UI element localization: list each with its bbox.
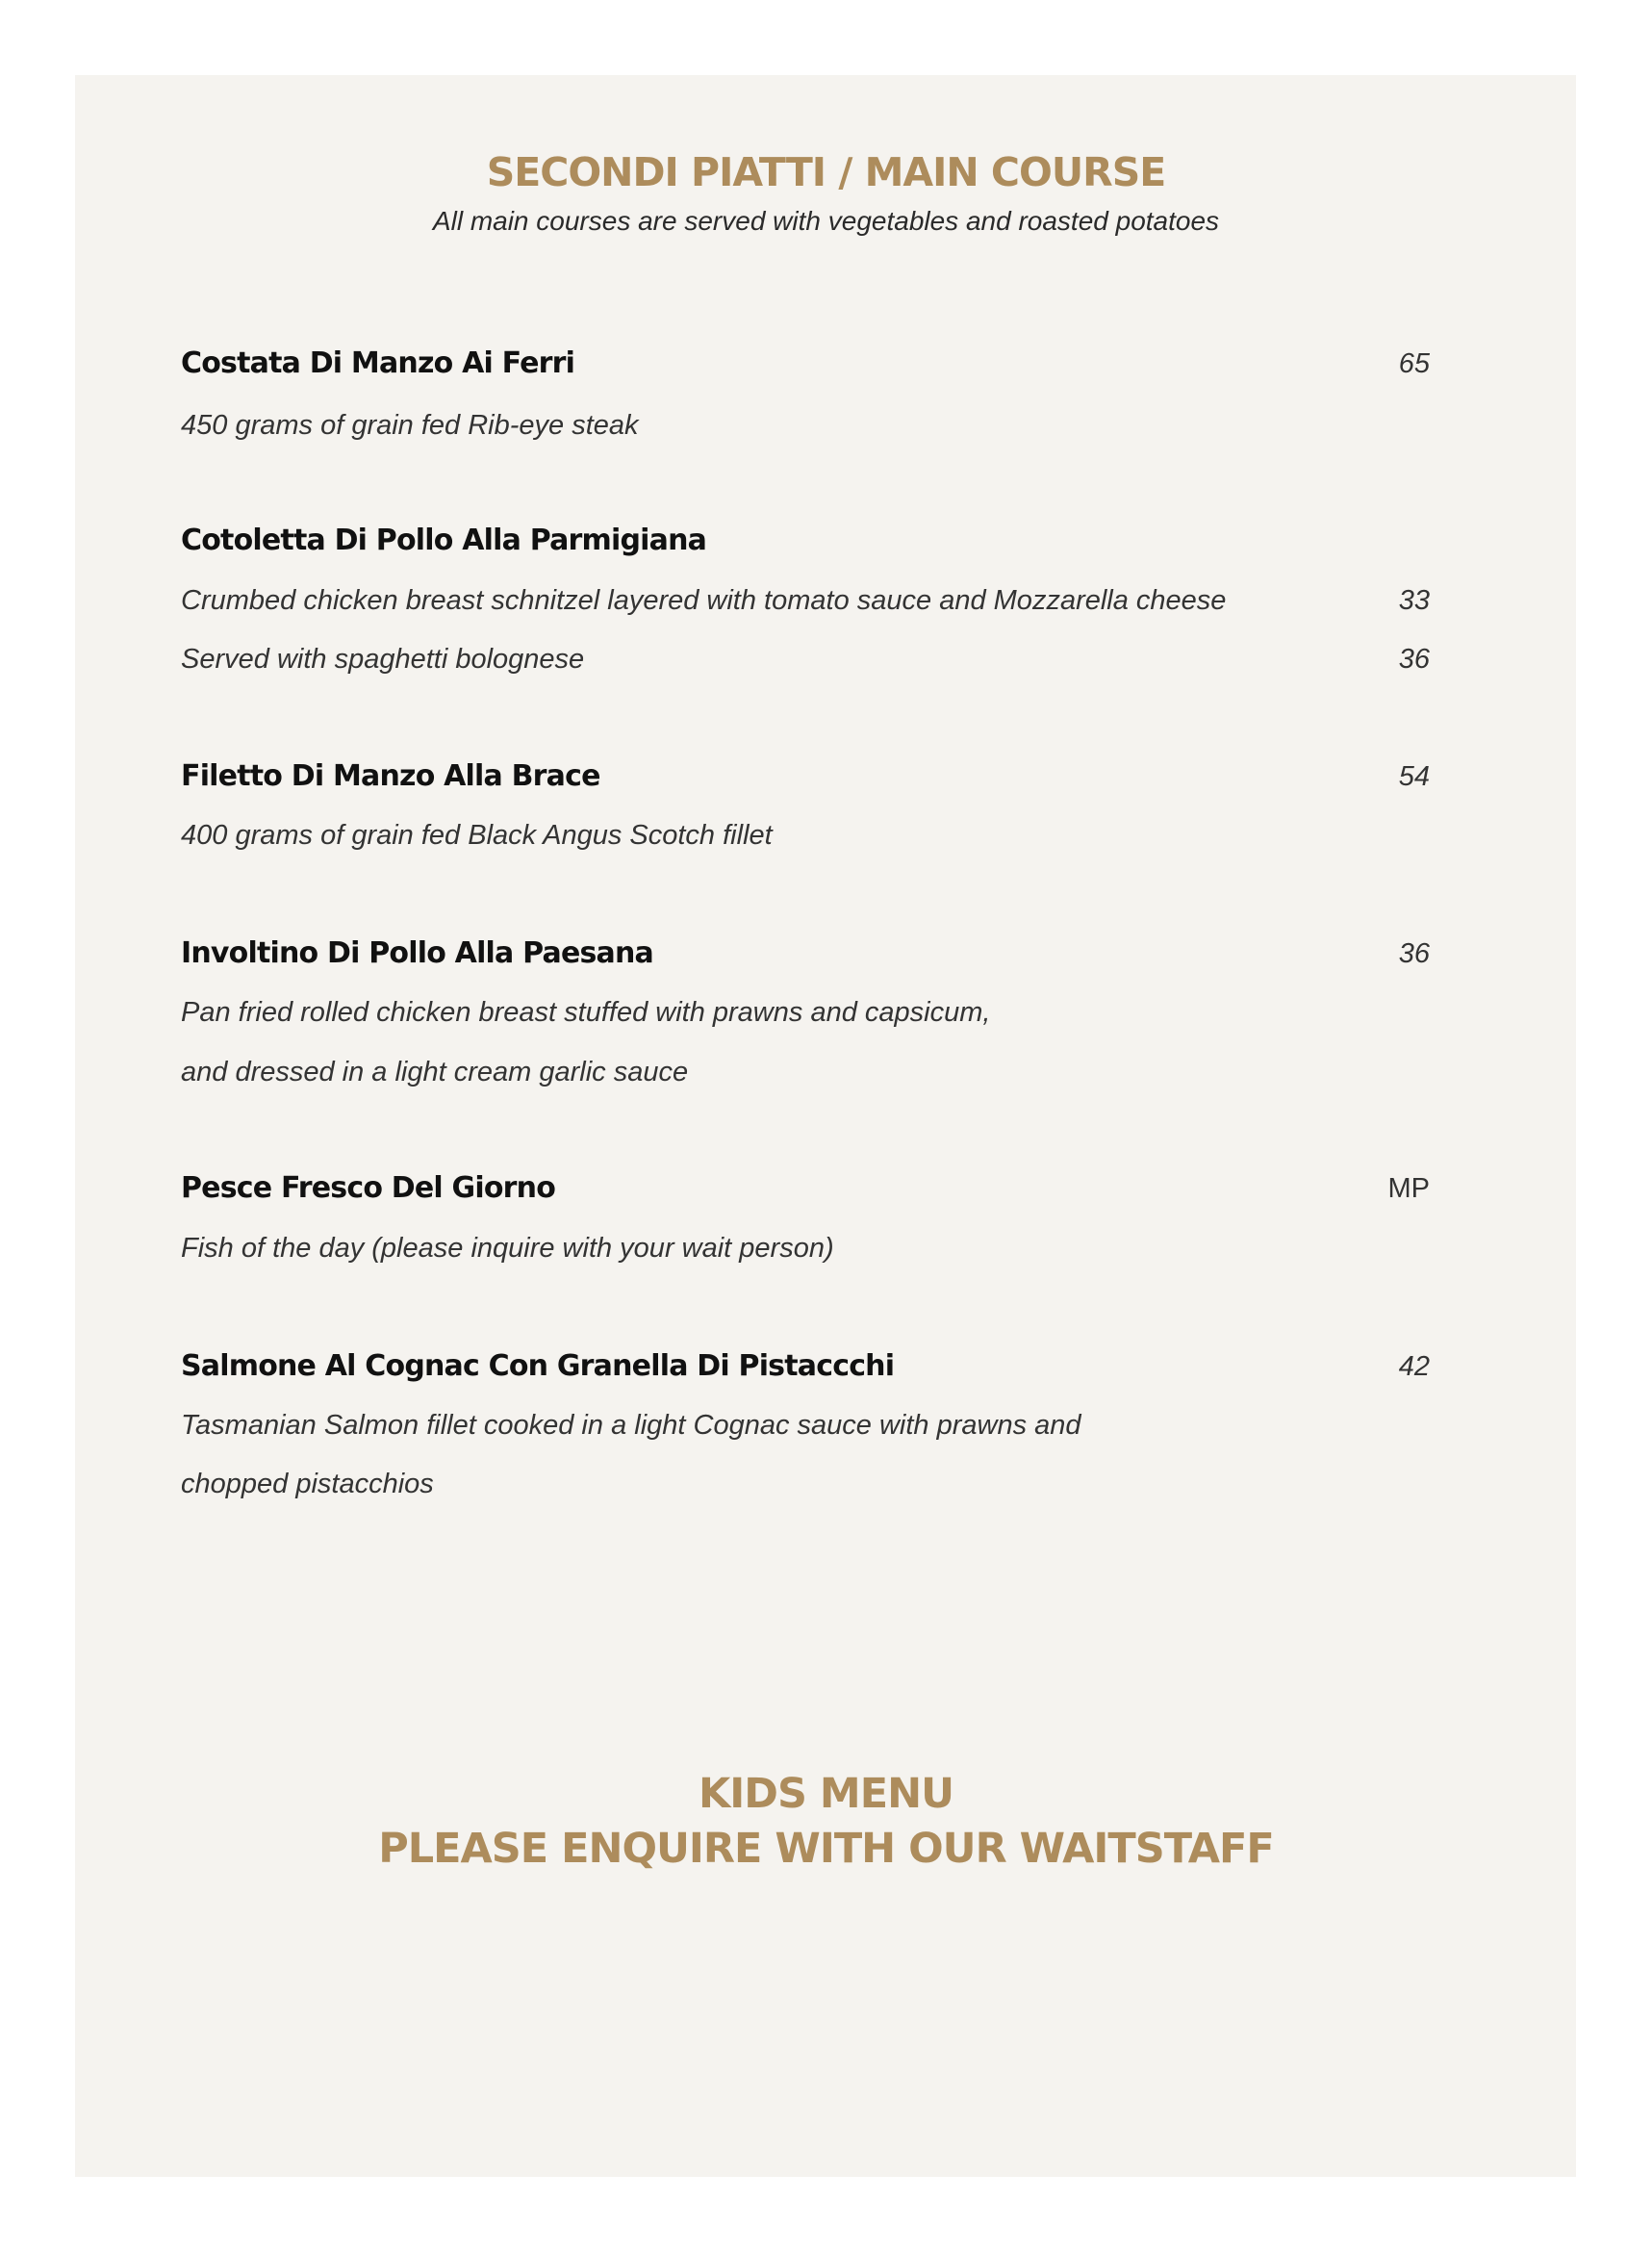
dish-description: Served with spaghetti bolognese — [181, 644, 585, 675]
dish-price: 42 — [1398, 1351, 1430, 1382]
dish-name: Involtino Di Pollo Alla Paesana — [181, 936, 654, 970]
kids-menu-title: KIDS MENU — [698, 1770, 954, 1818]
dish-description: Fish of the day (please inquire with your wait person) — [181, 1233, 834, 1264]
dish-price: 36 — [1398, 938, 1430, 969]
dish-description: Pan fried rolled chicken breast stuffed with prawns and capsicum, — [181, 997, 991, 1028]
dish-price: 65 — [1398, 348, 1430, 379]
dish-price: 36 — [1398, 644, 1430, 675]
dish-price: 54 — [1398, 761, 1430, 792]
dish-description: 450 grams of grain fed Rib-eye steak — [181, 410, 639, 441]
dish-description: and dressed in a light cream garlic sauce — [181, 1057, 689, 1087]
section-title: SECONDI PIATTI / MAIN COURSE — [486, 149, 1166, 195]
dish-description: Crumbed chicken breast schnitzel layered with tomato sauce and Mozzarella cheese — [181, 585, 1227, 616]
kids-menu-note: PLEASE ENQUIRE WITH OUR WAITSTAFF — [378, 1825, 1274, 1873]
section-subtitle: All main courses are served with vegetables and roasted potatoes — [432, 206, 1220, 236]
dish-price: 33 — [1398, 585, 1430, 616]
dish-description: 400 grams of grain fed Black Angus Scotch fillet — [181, 820, 773, 851]
dish-description: Tasmanian Salmon fillet cooked in a light Cognac sauce with prawns and — [181, 1410, 1081, 1441]
dish-name: Costata Di Manzo Ai Ferri — [181, 346, 575, 380]
dish-name: Pesce Fresco Del Giorno — [181, 1171, 556, 1205]
dish-name: Filetto Di Manzo Alla Brace — [181, 759, 600, 793]
dish-name: Salmone Al Cognac Con Granella Di Pistaccchi — [181, 1349, 895, 1383]
dish-description: chopped pistacchios — [181, 1469, 434, 1499]
dish-name: Cotoletta Di Pollo Alla Parmigiana — [181, 524, 707, 557]
dish-price: MP — [1387, 1173, 1430, 1204]
